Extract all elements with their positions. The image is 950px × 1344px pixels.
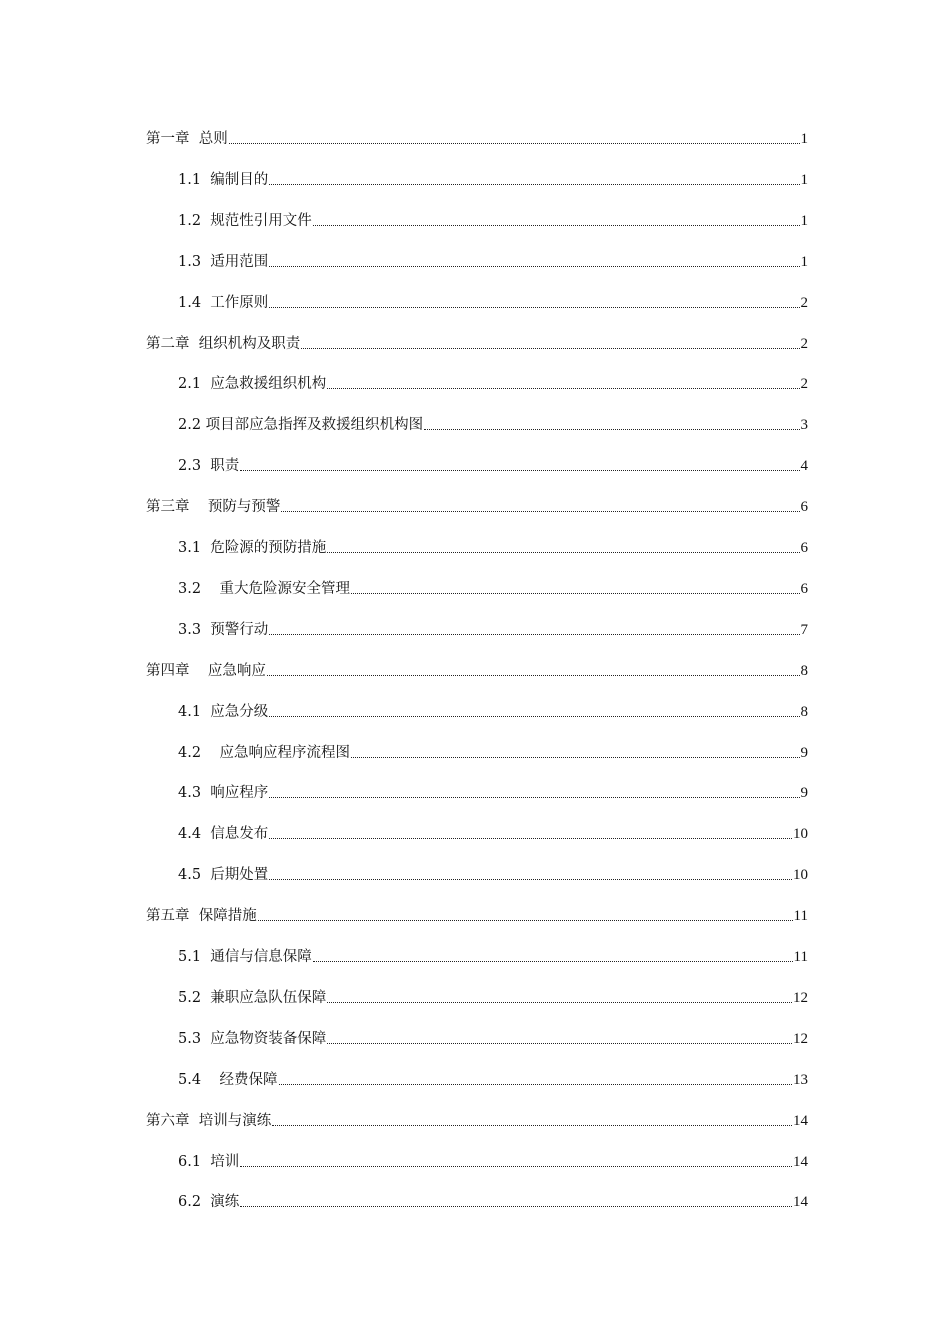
toc-page-number: 1 bbox=[800, 212, 808, 229]
toc-dot-leader bbox=[269, 184, 799, 185]
toc-section-entry[interactable] bbox=[178, 372, 808, 394]
toc-entry-label: 2.2 项目部应急指挥及救援组织机构图 bbox=[178, 417, 424, 434]
toc-entry-label: 1.2 规范性引用文件 bbox=[178, 212, 312, 229]
toc-chapter-entry[interactable] bbox=[146, 904, 808, 926]
toc-entry-label: 3.2 重大危险源安全管理 bbox=[178, 580, 350, 597]
toc-section-entry[interactable] bbox=[178, 209, 808, 231]
toc-section-entry[interactable] bbox=[178, 741, 808, 763]
toc-section-entry[interactable] bbox=[178, 945, 808, 967]
toc-page-number: 6 bbox=[800, 499, 808, 516]
toc-page-number: 11 bbox=[793, 908, 808, 925]
toc-page-number: 10 bbox=[793, 826, 808, 843]
toc-page-number: 6 bbox=[800, 540, 808, 556]
toc-section-entry[interactable] bbox=[178, 1068, 808, 1090]
toc-section-entry[interactable] bbox=[178, 1027, 808, 1049]
toc-chapter-entry[interactable] bbox=[146, 659, 808, 681]
toc-entry-label: 第六章 培训与演练 bbox=[146, 1112, 272, 1129]
toc-chapter-entry[interactable] bbox=[146, 1109, 808, 1131]
toc-section-entry[interactable] bbox=[178, 168, 808, 190]
toc-page-number: 4 bbox=[800, 458, 808, 475]
toc-dot-leader bbox=[327, 552, 799, 553]
toc-entry-label: 5.4 经费保障 bbox=[178, 1071, 278, 1088]
toc-dot-leader bbox=[281, 511, 799, 512]
toc-dot-leader bbox=[424, 429, 799, 430]
toc-dot-leader bbox=[313, 225, 800, 226]
toc-dot-leader bbox=[279, 1084, 793, 1085]
toc-page-number: 8 bbox=[800, 703, 808, 720]
toc-page-number: 14 bbox=[793, 1112, 808, 1129]
toc-dot-leader bbox=[313, 961, 793, 962]
toc-page-number: 1 bbox=[800, 171, 808, 188]
toc-entry-label: 4.2 应急响应程序流程图 bbox=[178, 744, 350, 761]
toc-entry-label: 第二章 组织机构及职责 bbox=[146, 335, 301, 352]
toc-dot-leader bbox=[269, 266, 799, 267]
toc-entry-label: 5.2 兼职应急队伍保障 bbox=[178, 989, 327, 1006]
toc-dot-leader bbox=[240, 1166, 792, 1167]
toc-entry-label: 第五章 保障措施 bbox=[146, 908, 257, 925]
toc-entry-label: 4.3 响应程序 bbox=[178, 785, 269, 802]
toc-section-entry[interactable] bbox=[178, 1150, 808, 1172]
toc-page-number: 1 bbox=[800, 131, 808, 147]
toc-dot-leader bbox=[258, 920, 793, 921]
toc-entry-label: 6.2 演练 bbox=[178, 1194, 240, 1211]
toc-dot-leader bbox=[269, 634, 799, 635]
toc-section-entry[interactable] bbox=[178, 618, 808, 640]
toc-entry-label: 2.3 职责 bbox=[178, 458, 240, 475]
toc-page-number: 12 bbox=[793, 989, 808, 1006]
toc-dot-leader bbox=[269, 838, 792, 839]
toc-section-entry[interactable] bbox=[178, 577, 808, 599]
toc-entry-label: 5.1 通信与信息保障 bbox=[178, 949, 312, 965]
toc-entry-label: 第三章 预防与预警 bbox=[146, 499, 281, 516]
toc-entry-label: 3.1 危险源的预防措施 bbox=[178, 540, 327, 556]
toc-section-entry[interactable] bbox=[178, 986, 808, 1008]
toc-dot-leader bbox=[351, 593, 800, 594]
toc-section-entry[interactable] bbox=[178, 454, 808, 476]
toc-dot-leader bbox=[240, 470, 799, 471]
toc-page-number: 6 bbox=[800, 580, 808, 597]
toc-section-entry[interactable] bbox=[178, 413, 808, 435]
toc-dot-leader bbox=[267, 675, 800, 676]
toc-dot-leader bbox=[269, 307, 799, 308]
toc-section-entry[interactable] bbox=[178, 822, 808, 844]
toc-entry-label: 4.5 后期处置 bbox=[178, 867, 269, 884]
toc-entry-label: 1.1 编制目的 bbox=[178, 171, 269, 188]
toc-section-entry[interactable] bbox=[178, 536, 808, 558]
toc-dot-leader bbox=[240, 1206, 792, 1207]
toc-chapter-entry[interactable] bbox=[146, 332, 808, 354]
toc-page-number: 14 bbox=[793, 1194, 808, 1211]
toc-entry-label: 6.1 培训 bbox=[178, 1153, 240, 1170]
toc-dot-leader bbox=[269, 797, 799, 798]
toc-page-number: 1 bbox=[800, 253, 808, 270]
toc-entry-label: 5.3 应急物资装备保障 bbox=[178, 1030, 327, 1047]
toc-page-number: 7 bbox=[800, 621, 808, 638]
toc-page-number: 12 bbox=[793, 1030, 808, 1047]
toc-page-number: 2 bbox=[800, 335, 808, 352]
toc-dot-leader bbox=[327, 388, 799, 389]
toc-section-entry[interactable] bbox=[178, 863, 808, 885]
toc-entry-label: 第一章 总则 bbox=[146, 131, 228, 147]
toc-entry-label: 第四章 应急响应 bbox=[146, 662, 266, 679]
toc-page-number: 10 bbox=[793, 867, 808, 884]
toc-entry-label: 2.1 应急救援组织机构 bbox=[178, 376, 327, 393]
toc-page-number: 2 bbox=[800, 294, 808, 311]
toc-entry-label: 1.3 适用范围 bbox=[178, 253, 269, 270]
toc-page-number: 3 bbox=[800, 417, 808, 434]
toc-entry-label: 3.3 预警行动 bbox=[178, 621, 269, 638]
toc-page-number: 9 bbox=[800, 744, 808, 761]
toc-entry-label: 4.4 信息发布 bbox=[178, 826, 269, 843]
toc-page-number: 14 bbox=[793, 1153, 808, 1170]
toc-section-entry[interactable] bbox=[178, 781, 808, 803]
toc-dot-leader bbox=[269, 879, 792, 880]
toc-dot-leader bbox=[301, 348, 799, 349]
toc-chapter-entry[interactable] bbox=[146, 127, 808, 149]
toc-dot-leader bbox=[351, 757, 800, 758]
toc-entry-label: 4.1 应急分级 bbox=[178, 703, 269, 720]
toc-page-number: 9 bbox=[800, 785, 808, 802]
toc-dot-leader bbox=[327, 1002, 792, 1003]
toc-page-number: 8 bbox=[800, 662, 808, 679]
toc-page-number: 13 bbox=[793, 1071, 808, 1088]
toc-page-number: 2 bbox=[800, 376, 808, 393]
toc-section-entry[interactable] bbox=[178, 1190, 808, 1212]
toc-chapter-entry[interactable] bbox=[146, 495, 808, 517]
toc-section-entry[interactable] bbox=[178, 250, 808, 272]
toc-dot-leader bbox=[327, 1043, 792, 1044]
toc-dot-leader bbox=[269, 716, 799, 717]
toc-section-entry[interactable] bbox=[178, 291, 808, 313]
toc-dot-leader bbox=[272, 1125, 792, 1126]
toc-section-entry[interactable] bbox=[178, 700, 808, 722]
toc-entry-label: 1.4 工作原则 bbox=[178, 294, 269, 311]
toc-dot-leader bbox=[229, 143, 800, 144]
toc-page-number: 11 bbox=[793, 949, 808, 965]
